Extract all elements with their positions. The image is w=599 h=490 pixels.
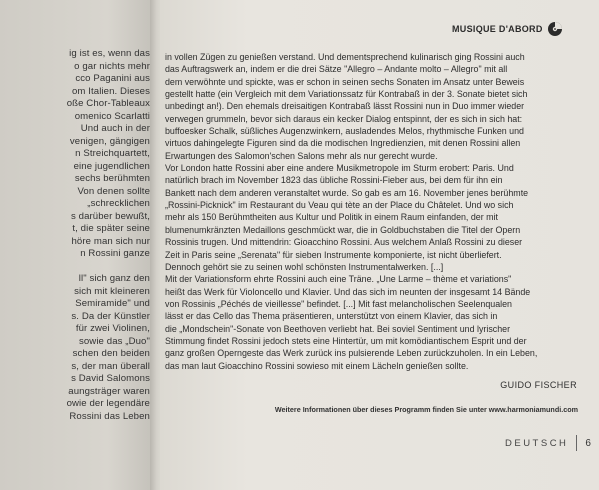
left-text-line: o gar nichts mehr [74, 60, 150, 72]
left-text-line: om Italien. Dieses [71, 85, 150, 97]
article-line: „Rossini-Picknick" im Restaurant du Veau qui tète an der Place du Châtelet. Und wo sich [165, 200, 514, 211]
article-line: ganz großen Operngeste das Werk zurück ins pulsierende Leben zurückzuholen. In ein Leben, [165, 348, 538, 359]
article-line: gestellt hatte (ein Vergleich mit dem Variationssatz für Kontrabaß in der 3. Sonate bietet sich [165, 89, 528, 100]
left-text-line: n Streichquartett, [75, 148, 150, 159]
left-page [0, 0, 154, 490]
article-line: Vor London hatte Rossini aber eine andere Musikmetropole im Sturm erobert: Paris. Und [165, 163, 514, 174]
article-line: Dennoch gehört sie zu seinen wohl schönsten Instrumentalwerken. [...] [165, 261, 444, 272]
left-text-line: s David Salomons [71, 373, 150, 384]
footer-divider [576, 435, 577, 451]
left-text-line: sowie das „Duo" [78, 335, 150, 347]
left-text-line: s, der man überall [71, 360, 150, 372]
left-text-line: ll" sich ganz den [78, 273, 150, 284]
left-text-line: s. Da der Künstler [71, 310, 150, 322]
left-text-line: omenico Scarlatti [74, 110, 150, 122]
article-line: das man laut Gioacchino Rossini sowieso mit einem Lächeln genießen sollte. [165, 360, 469, 371]
author-signature: GUIDO FISCHER [500, 380, 577, 390]
left-text-line: oße Chor-Tableaux [66, 98, 150, 109]
left-text-line: owie der legendäre [66, 398, 150, 409]
left-page-text [2, 48, 150, 423]
article-line: blumenumkränzten Medaillons geschmückt war, die in Goldbuchstaben die Titel der Opern [165, 224, 521, 235]
article-line: virtuos dahingelegte Figuren sind da die modischen Ingredienzien, mit denen Rossini allen [165, 138, 521, 149]
article-line: Erwartungen des Salomon'schen Salons mehr als nur gerecht wurde. [165, 150, 438, 161]
left-text-line: höre man sich nur [71, 235, 150, 247]
article-line: die „Mondschein"-Sonate von Beethoven verliebt hat. Bei soviel Sentiment und lyrischer [165, 323, 511, 334]
article-line: Stimmung findet Rossini jedoch stets eine Hintertür, um mit komödiantischem Esprit und der [165, 335, 527, 346]
article-line: lässt er das Cello das Thema präsentieren, unterstützt von einem Klavier, das sich in [165, 311, 498, 322]
left-text-line: s darüber bewußt, [70, 210, 150, 222]
article-line: Zeit in Paris seine „Serenata" für sieben Instrumente komponierte, ist nicht überliefert. [165, 249, 502, 260]
disc-logo-icon [547, 21, 563, 37]
article-line: von Rossinis „Péchés de vieillesse" befindet. [...] Mit fast melancholischen Seelenqualen [165, 298, 512, 309]
article-line: mehr als 150 Berühmtheiten aus Kultur und Politik in einem Raum einfanden, der mit [165, 212, 498, 223]
left-text-line: „schrecklichen [87, 198, 150, 209]
footer-language: DEUTSCH [505, 437, 569, 449]
left-text-line: für zwei Violinen, [75, 323, 150, 334]
left-text-line: n Rossini ganze [80, 248, 150, 259]
left-text-line: sich mit kleineren [74, 285, 150, 297]
left-text-line: eine jugendlichen [73, 160, 150, 172]
article-line: Mit der Variationsform ehrte Rossini auch eine Träne. „Une Larme – thème et variations" [165, 274, 512, 285]
article-line: das Auftragswerk an, indem er die drei Sätze "Allegro – Andante molto – Allegro" mit all [165, 64, 508, 75]
musique-dabord-logo [452, 21, 563, 37]
left-text-line: aungsträger waren [68, 385, 150, 397]
left-text-line: Rossini das Leben [69, 410, 150, 422]
left-text-line: venigen, gängigen [69, 135, 150, 147]
left-text-line: Und auch in der [80, 123, 150, 134]
left-text-line: Semiramide" und [75, 298, 150, 309]
left-text-line: Von denen sollte [77, 185, 150, 197]
page-footer [505, 434, 591, 452]
article-line: verwegen grummeln, bevor sich daraus ein kecker Dialog entspinnt, der es sich in sich hat: [165, 113, 523, 124]
article-body [165, 51, 577, 372]
article-line: Bankett nach dem anderen veranstaltet wurde. So gab es am 16. November jenes berühmte [165, 187, 529, 198]
article-line: heißt das Werk für Violoncello und Klavier. Und das sich im neunten der insgesamt 14 Bände [165, 286, 531, 297]
article-line: dem verwöhnte und spickte, was er schon in seinen sechs Sonaten im Ansatz unter Beweis [165, 76, 525, 87]
logo-text: MUSIQUE D'ABORD [452, 24, 543, 34]
article-line: natürlich brach im November 1823 das übliche Rossini-Fieber aus, bei dem für ihn ein [165, 175, 503, 186]
left-text-line: schen den beiden [72, 348, 150, 359]
left-text-line: t, die später seine [72, 223, 150, 234]
article-line: buffoesker Schalk, süßliches Augenzwinkern, ausladendes Melos, rhythmische Funken und [165, 126, 524, 137]
article-line: unbedingt an!). Den ehemals dreisaitigen Kontrabaß lässt Rossini nun in Duo immer wieder [165, 101, 525, 112]
left-text-line [2, 261, 150, 274]
article-line: in vollen Zügen zu genießen verstand. Und dementsprechend kulinarisch ging Rossini auch [165, 52, 525, 62]
article-line: Rossinis trugen. Und mittendrin: Gioacchino Rossini. Aus welchem Anlaß Rossini zu dieser [165, 237, 523, 248]
left-text-line: sechs berühmten [74, 173, 150, 184]
more-info-line: Weitere Informationen über dieses Programm finden Sie unter www.harmoniamundi.com [274, 405, 578, 414]
left-text-line: cco Paganini aus [75, 73, 150, 84]
left-text-line: ig ist es, wenn das [69, 48, 150, 59]
page-number: 6 [585, 437, 591, 449]
